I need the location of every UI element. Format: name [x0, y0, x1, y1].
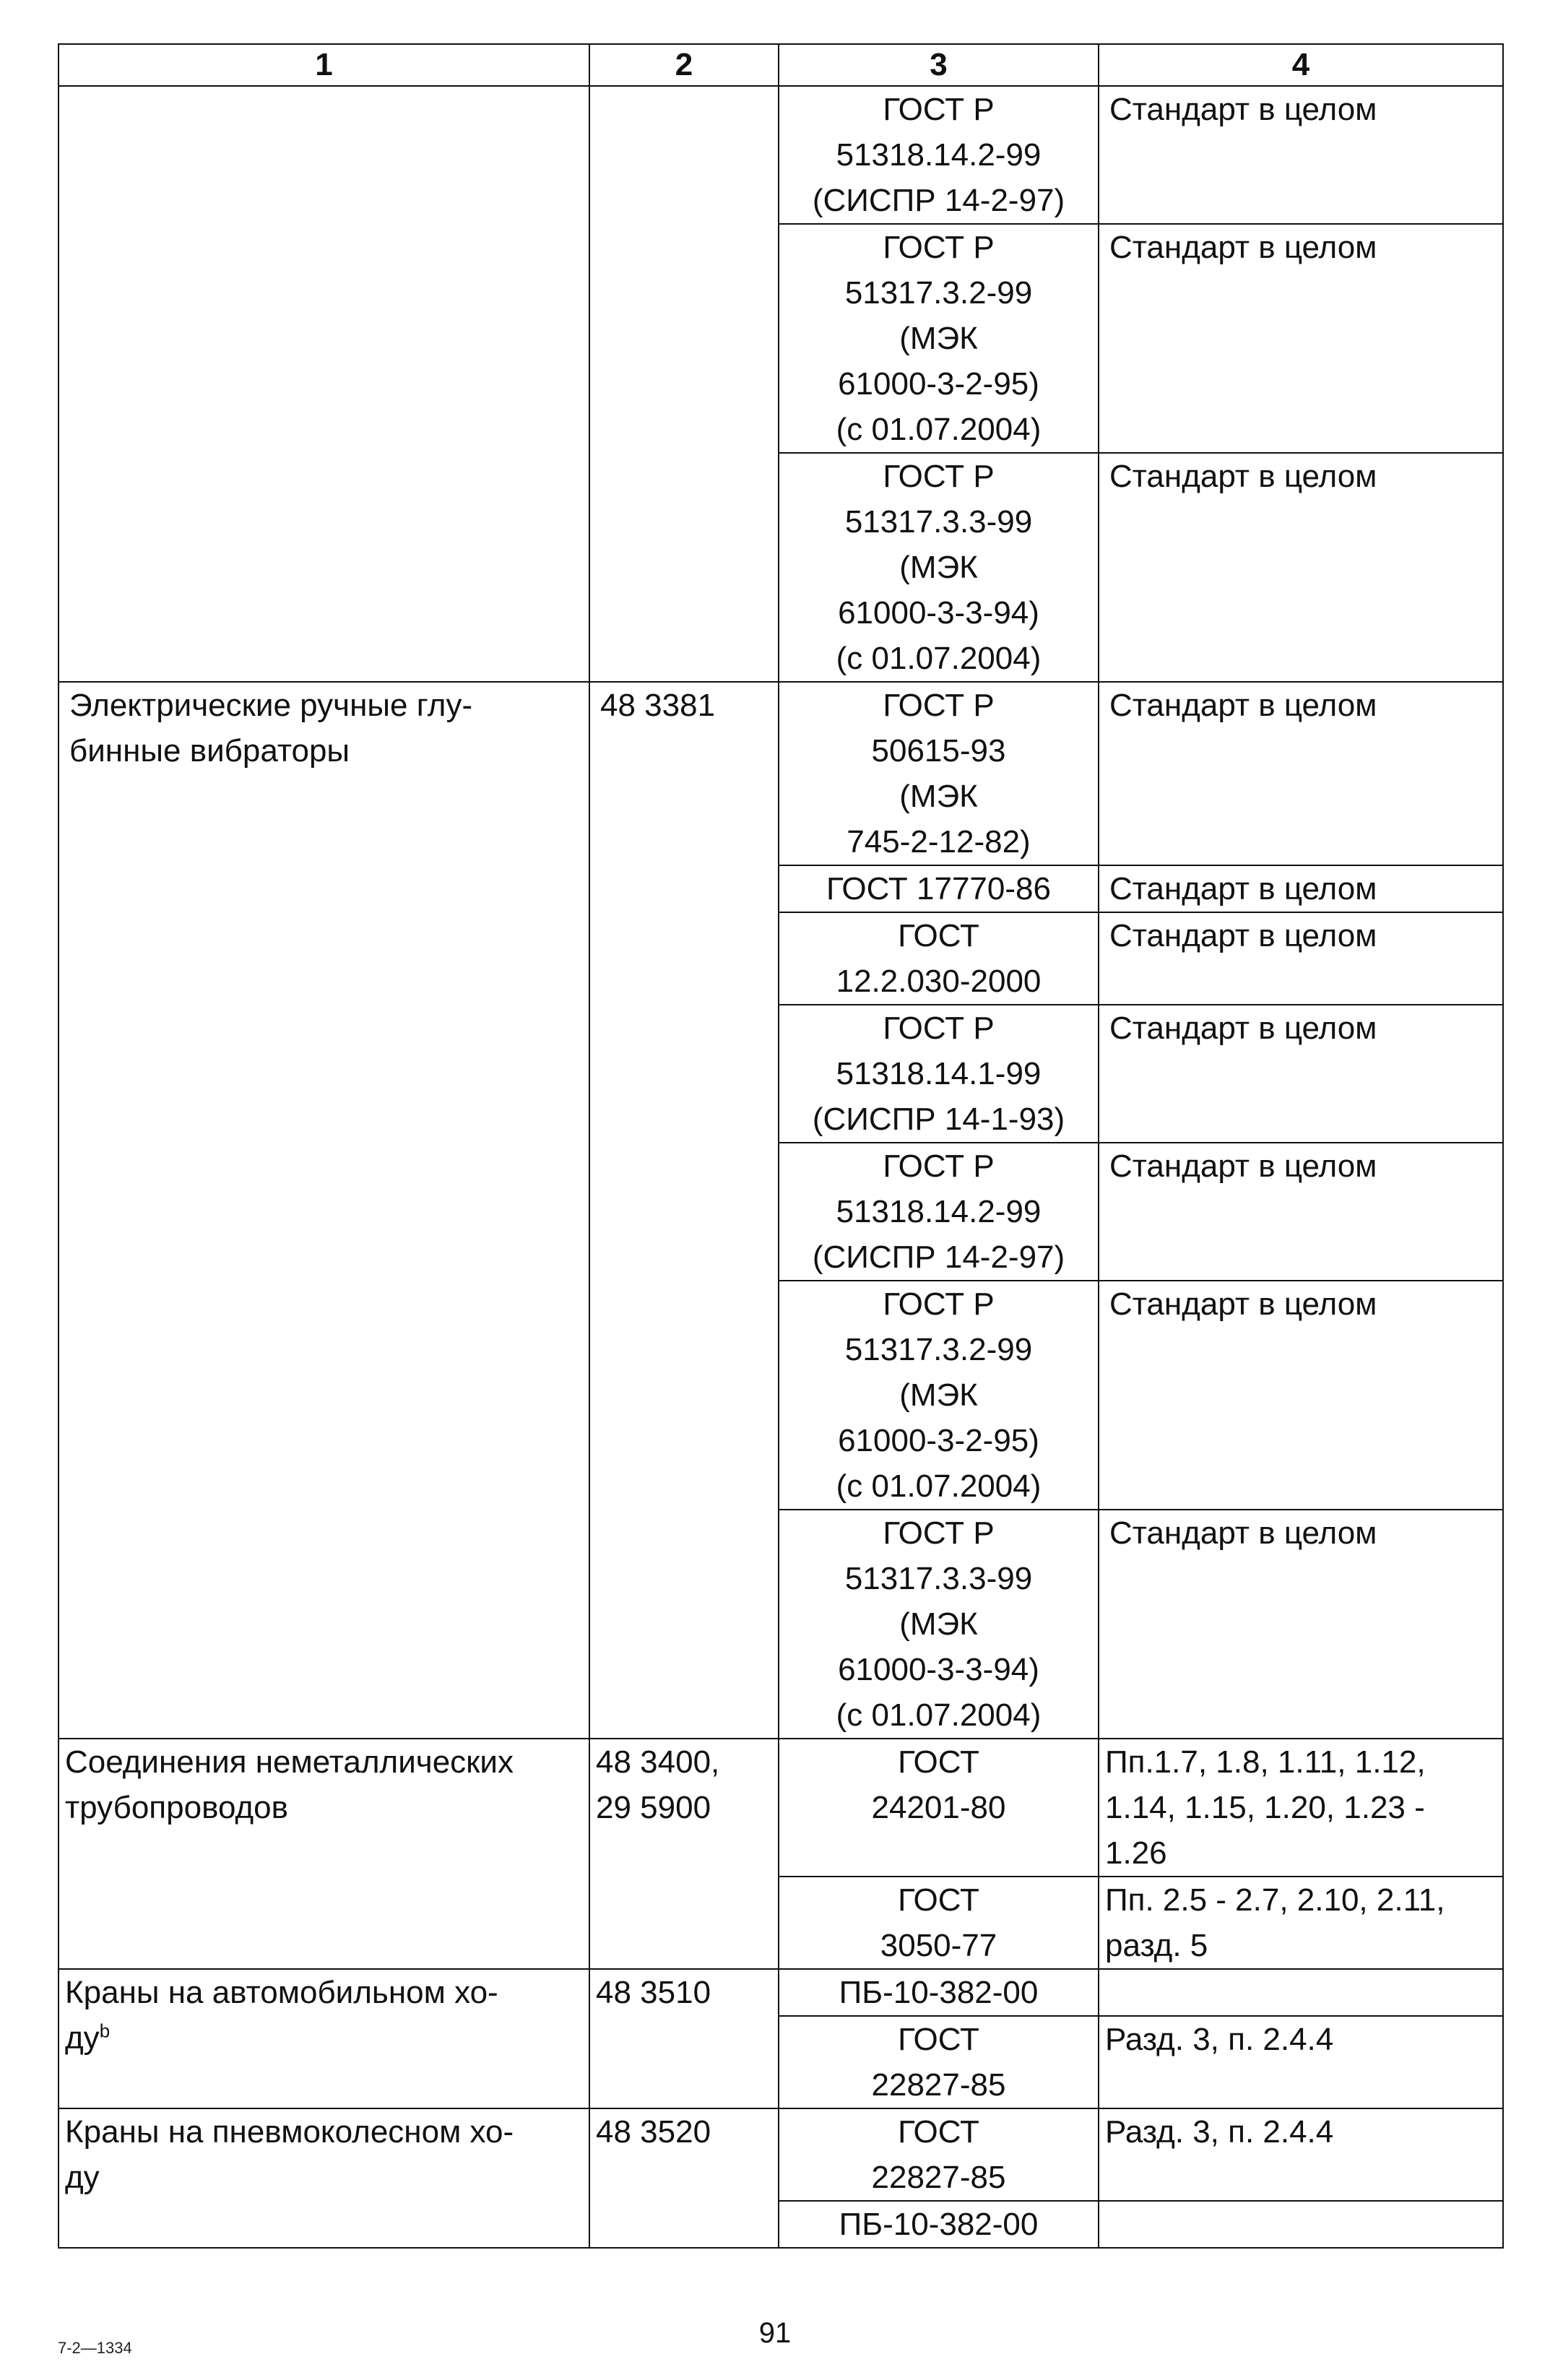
- standard-cell: ГОСТ 3050-77: [779, 1877, 1099, 1969]
- header-col-3: 3: [779, 44, 1099, 86]
- product-name-cell: Краны на пневмоколесном хо- ду: [59, 2108, 589, 2248]
- footnote-marker: b: [99, 2020, 111, 2042]
- standard-cell: ГОСТ Р 51317.3.3-99 (МЭК 61000-3-3-94) (с 01.07.2004): [779, 1510, 1099, 1739]
- scope-cell: [1099, 2201, 1503, 2248]
- product-name-cell: Электрические ручные глу- бинные вибраторы: [59, 682, 589, 1739]
- scope-cell: Пп. 2.5 - 2.7, 2.10, 2.11, разд. 5: [1099, 1877, 1503, 1969]
- scope-cell: Стандарт в целом: [1099, 1281, 1503, 1510]
- page-number: 91: [758, 2317, 792, 2349]
- standard-cell: ГОСТ 17770-86: [779, 865, 1099, 912]
- scope-cell: Стандарт в целом: [1099, 224, 1503, 453]
- standard-cell: ПБ-10-382-00: [779, 1969, 1099, 2016]
- product-name-cell: [59, 86, 589, 682]
- standard-cell: ПБ-10-382-00: [779, 2201, 1099, 2248]
- product-code-cell: [589, 86, 779, 682]
- standard-cell: ГОСТ 22827-85: [779, 2016, 1099, 2108]
- scope-cell: Стандарт в целом: [1099, 912, 1503, 1005]
- scope-cell: Стандарт в целом: [1099, 682, 1503, 865]
- product-name-cell: Соединения неметаллических трубопроводов: [59, 1739, 589, 1969]
- standard-cell: ГОСТ Р 51317.3.3-99 (МЭК 61000-3-3-94) (с 01.07.2004): [779, 453, 1099, 682]
- standard-cell: ГОСТ Р 51317.3.2-99 (МЭК 61000-3-2-95) (с 01.07.2004): [779, 224, 1099, 453]
- product-code-cell: 48 3520: [589, 2108, 779, 2248]
- print-code: 7-2—1334: [58, 2339, 132, 2357]
- header-col-4: 4: [1099, 44, 1503, 86]
- header-col-1: 1: [59, 44, 589, 86]
- scope-cell: Стандарт в целом: [1099, 1510, 1503, 1739]
- table-row: [59, 2108, 1503, 2201]
- standard-cell: ГОСТ 24201-80: [779, 1739, 1099, 1877]
- table-row: [59, 1969, 1503, 2016]
- standards-table: [58, 43, 1504, 2249]
- table-row: [59, 682, 1503, 865]
- scope-cell: Стандарт в целом: [1099, 1005, 1503, 1143]
- standard-cell: ГОСТ Р 51318.14.2-99 (СИСПР 14-2-97): [779, 1143, 1099, 1281]
- standard-cell: ГОСТ Р 51318.14.2-99 (СИСПР 14-2-97): [779, 86, 1099, 224]
- standard-cell: ГОСТ 12.2.030-2000: [779, 912, 1099, 1005]
- standard-cell: ГОСТ 22827-85: [779, 2108, 1099, 2201]
- product-code-cell: 48 3400, 29 5900: [589, 1739, 779, 1969]
- standard-cell: ГОСТ Р 51318.14.1-99 (СИСПР 14-1-93): [779, 1005, 1099, 1143]
- table-row: [59, 1739, 1503, 1877]
- product-code-cell: 48 3381: [589, 682, 779, 1739]
- scope-cell: Стандарт в целом: [1099, 453, 1503, 682]
- standard-cell: ГОСТ Р 50615-93 (МЭК 745-2-12-82): [779, 682, 1099, 865]
- scope-cell: Стандарт в целом: [1099, 1143, 1503, 1281]
- product-name-cell: Краны на автомобильном хо- $ду^b$: [59, 1969, 589, 2108]
- table-row: [59, 86, 1503, 224]
- header-col-2: 2: [589, 44, 779, 86]
- scope-cell: Стандарт в целом: [1099, 865, 1503, 912]
- standard-cell: ГОСТ Р 51317.3.2-99 (МЭК 61000-3-2-95) (с 01.07.2004): [779, 1281, 1099, 1510]
- product-code-cell: 48 3510: [589, 1969, 779, 2108]
- scope-cell: Пп.1.7, 1.8, 1.11, 1.12, 1.14, 1.15, 1.20, 1.23 - 1.26: [1099, 1739, 1503, 1877]
- scope-cell: Стандарт в целом: [1099, 86, 1503, 224]
- scope-cell: [1099, 1969, 1503, 2016]
- scope-cell: Разд. 3, п. 2.4.4: [1099, 2016, 1503, 2108]
- scope-cell: Разд. 3, п. 2.4.4: [1099, 2108, 1503, 2201]
- header-row: [59, 44, 1503, 86]
